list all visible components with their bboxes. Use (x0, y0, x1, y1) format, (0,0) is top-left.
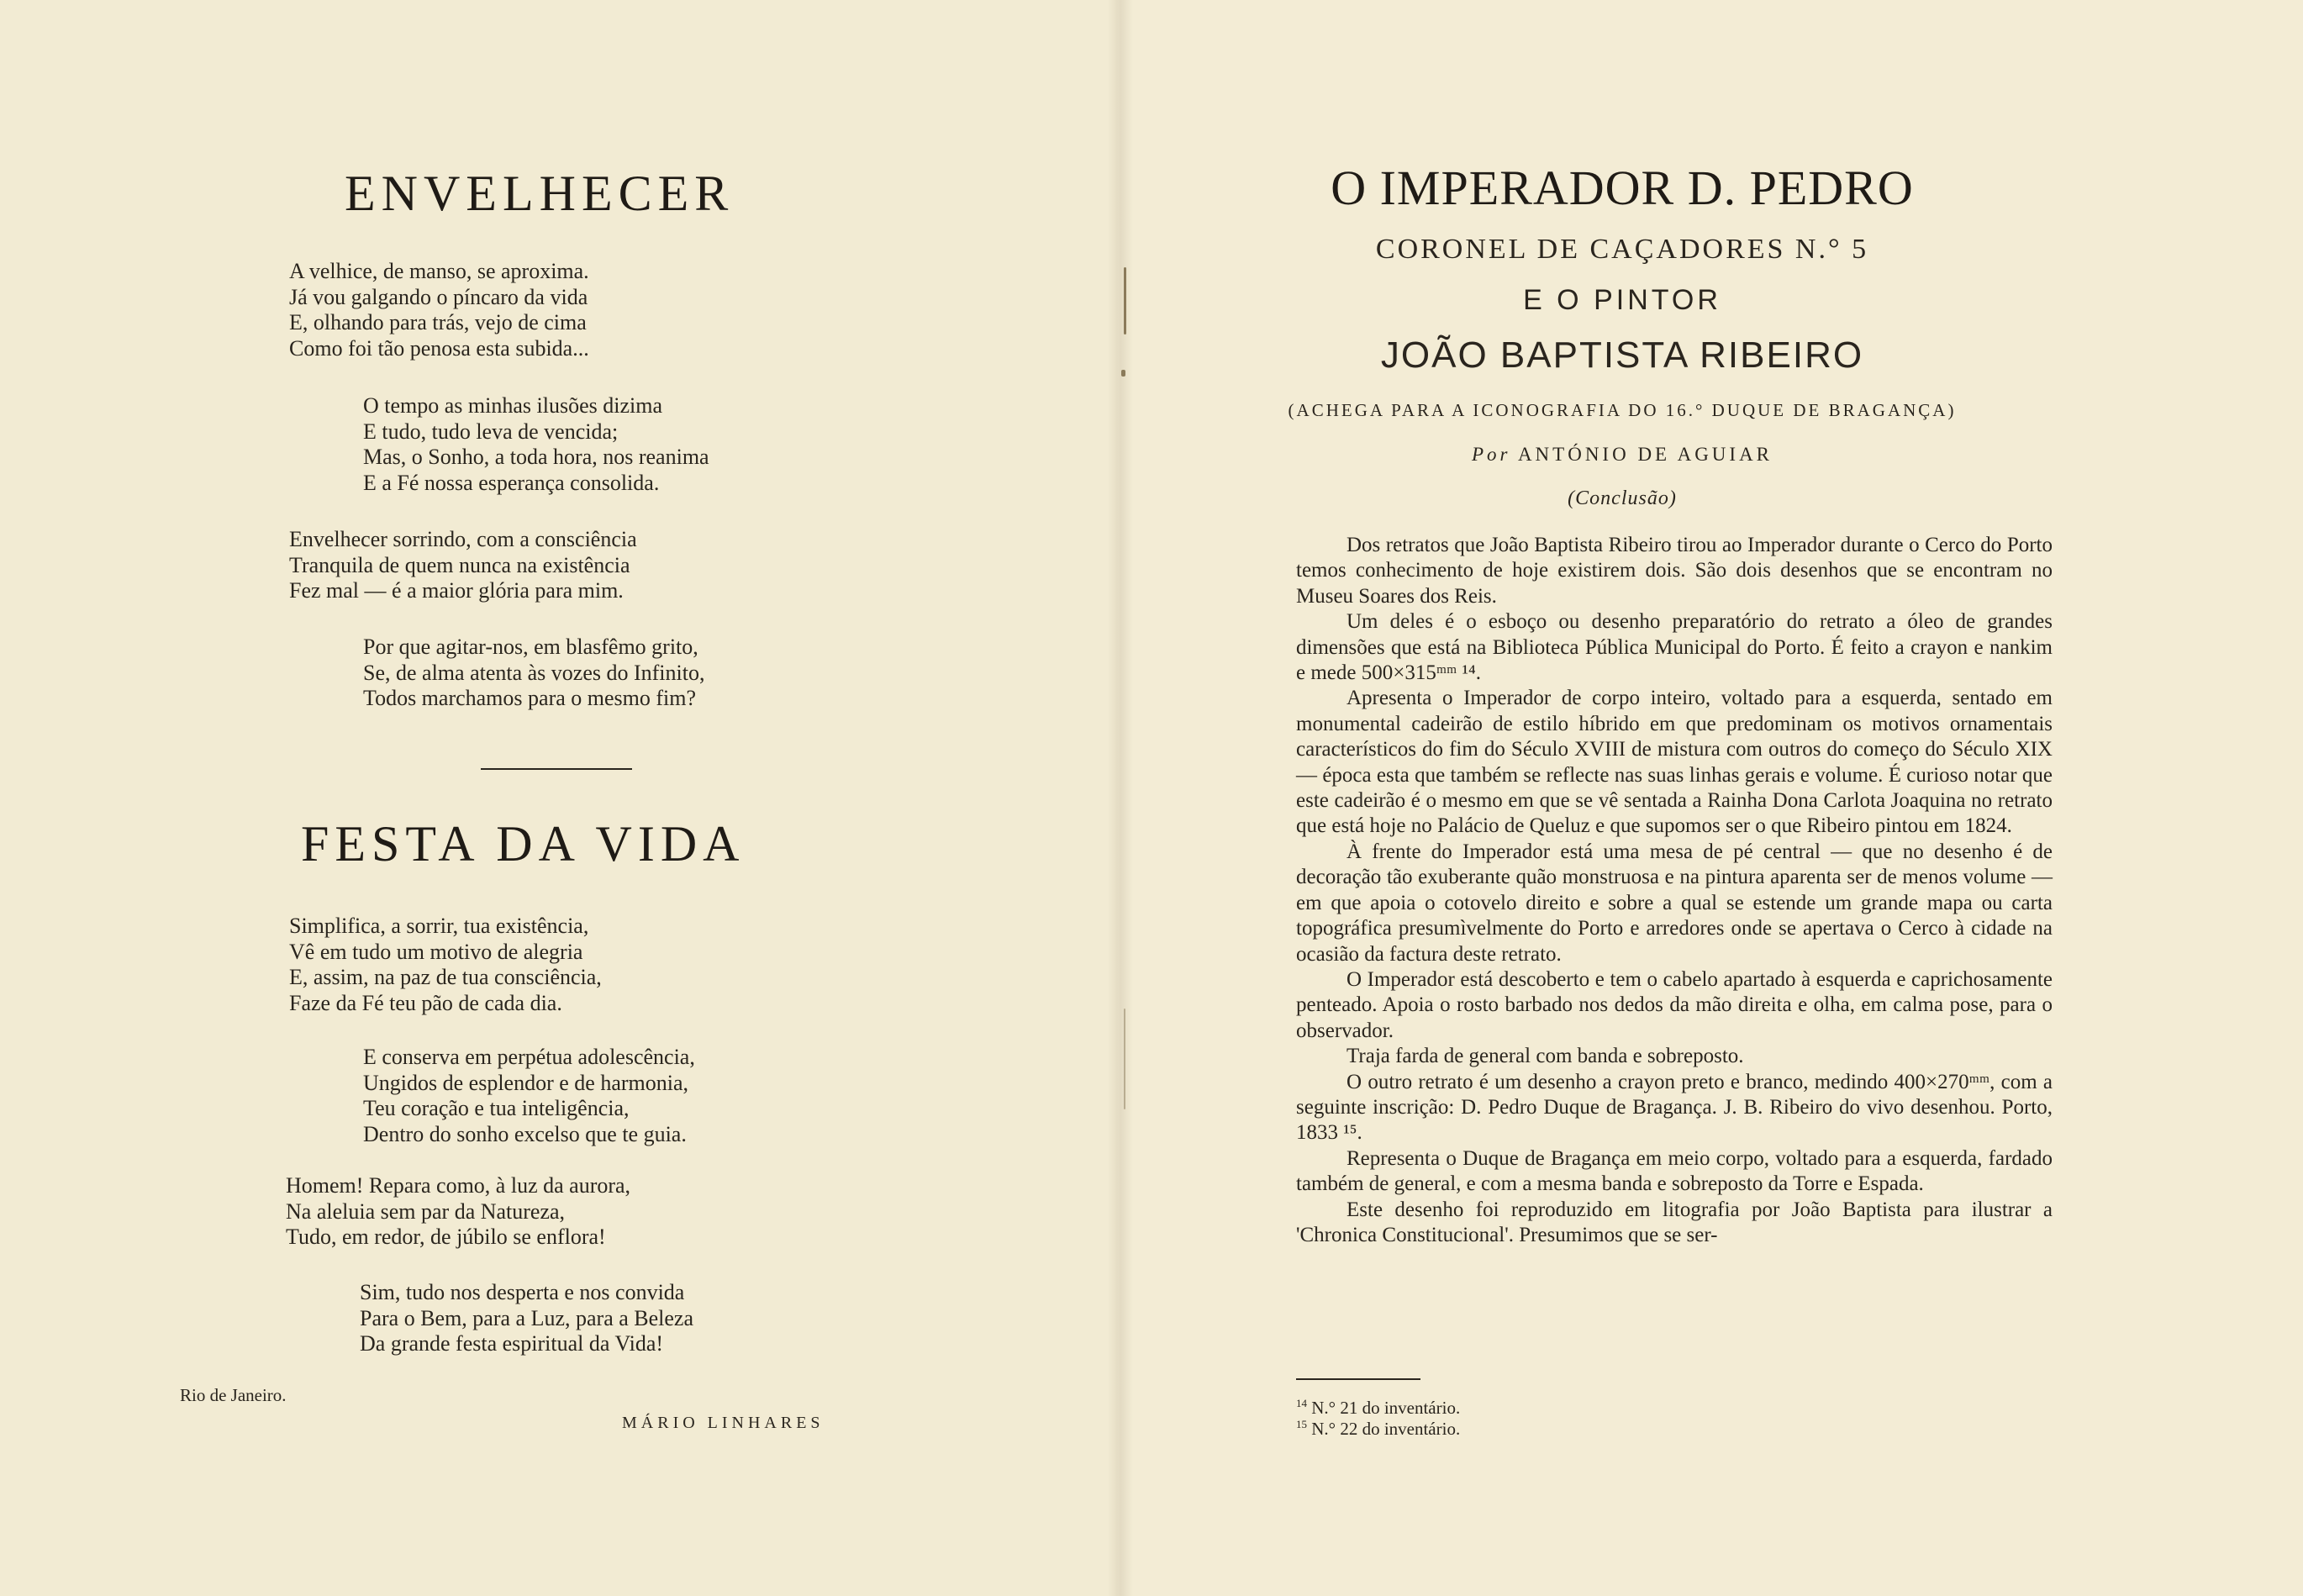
verse-line: Sim, tudo nos desperta e nos convida (360, 1280, 685, 1304)
verse-line: Tranquila de quem nunca na existência (289, 552, 630, 577)
verse-line: Faze da Fé teu pão de cada dia. (289, 990, 562, 1015)
poem1-stanza-4 (363, 635, 704, 712)
poem-title-festa-da-vida: FESTA DA VIDA (301, 816, 746, 872)
article-paragraph: O Imperador está descoberto e tem o cabelo apartado à esquerda e caprichosamente penteado. Apoia o rosto barbado nos dedos da mão direita e olha, em calma pose, para o observador. (1296, 967, 2053, 1042)
verse-line: Todos marchamos para o mesmo fim? (363, 686, 697, 710)
verse-line: Vê em tudo um motivo de alegria (289, 939, 583, 964)
article-byline (1286, 444, 1958, 466)
article-continuation: (Conclusão) (1568, 487, 1677, 509)
place-signature: Rio de Janeiro. (180, 1385, 287, 1405)
verse-line: Da grande festa espiritual da Vida! (360, 1331, 664, 1356)
article-paragraph: Dos retratos que João Baptista Ribeiro tirou ao Imperador durante o Cerco do Porto temos conhecimento de hoje existirem dois. São dois desenhos que se encontram no Museu Soares dos Reis. (1296, 534, 2053, 608)
poem2-stanza-4 (360, 1280, 693, 1357)
verse-line: Homem! Repara como, à luz da aurora, (286, 1173, 631, 1198)
footnote-number: 15 (1296, 1418, 1307, 1430)
poem2-stanza-3 (286, 1173, 630, 1251)
article-paragraph: Apresenta o Imperador de corpo inteiro, voltado para a esquerda, sentado em monumental cadeirão de estilo híbrido em que predominam os motivos ornamentais característicos do fim do Século XVIII de mistura com outros do começo do Século XIX — época esta que também se reflecte nas suas linhas gerais e volume. É curioso notar que este cadeirão é o mesmo em que se vê sentada a Rainha Dona Carlota Joaquina no retrato que está hoje no Palácio de Queluz e que supomos ser o que Ribeiro pintou em 1824. (1296, 687, 2053, 838)
article-subtitle: JOÃO BAPTISTA RIBEIRO (1380, 334, 1864, 376)
section-divider (481, 768, 632, 770)
poem-author: MÁRIO LINHARES (622, 1414, 825, 1432)
poem2-stanza-2 (363, 1045, 695, 1147)
verse-line: E tudo, tudo leva de vencida; (363, 419, 619, 444)
article-subtitle: E O PINTOR (1523, 284, 1721, 316)
byline-prefix: Por (1471, 444, 1511, 465)
verse-line: Se, de alma atenta às vozes do Infinito, (363, 660, 705, 685)
verse-line: E, olhando para trás, vejo de cima (289, 310, 587, 334)
verse-line: Para o Bem, para a Luz, para a Beleza (360, 1305, 694, 1330)
footnote-text: N.° 22 do inventário. (1311, 1419, 1461, 1439)
verse-line: Como foi tão penosa esta subida... (289, 335, 589, 361)
poem2-stanza-1 (289, 914, 602, 1016)
paper-speck (1124, 1009, 1125, 1109)
verse-line: Tudo, em redor, de júbilo se enflora! (286, 1225, 606, 1249)
article-paragraph: O outro retrato é um desenho a crayon preto e branco, medindo 400×270ᵐᵐ, com a seguinte inscrição: D. Pedro Duque de Bragança. J. B. Ribeiro do vivo desenhou. Porto, 1833 ¹⁵. (1296, 1070, 2053, 1145)
verse-line: Fez mal — é a maior glória para mim. (289, 578, 624, 603)
verse-line: Teu coração e tua inteligência, (363, 1096, 630, 1120)
verse-line: E, assim, na paz de tua consciência, (289, 965, 602, 989)
verse-line: Simplifica, a sorrir, tua existência, (289, 914, 589, 938)
footnote-number: 14 (1296, 1397, 1307, 1409)
article-paragraph: Representa o Duque de Bragança em meio corpo, voltado para a esquerda, fardado também de general, e com a mesma banda e sobreposto da Torre e Espada. (1296, 1146, 2053, 1196)
verse-line: Dentro do sonho excelso que te guia. (363, 1121, 687, 1146)
article-body (1296, 533, 2053, 1248)
article-paragraph: Traja farda de general com banda e sobreposto. (1346, 1045, 1744, 1068)
article-paragraph: Este desenho foi reproduzido em litografia por João Baptista para ilustrar a 'Chronica Constitucional'. Presumimos que se ser- (1296, 1198, 2053, 1246)
footnote (1296, 1414, 1460, 1439)
poem-title-envelhecer: ENVELHECER (345, 166, 735, 221)
article-subtitle: (ACHEGA PARA A ICONOGRAFIA DO 16.° DUQUE DE BRAGANÇA) (1288, 400, 1957, 420)
book-gutter (1108, 0, 1133, 1596)
verse-line: O tempo as minhas ilusões dizima (363, 393, 663, 418)
verse-line: Ungidos de esplendor e de harmonia, (363, 1070, 689, 1095)
verse-line: E conserva em perpétua adolescência, (363, 1045, 695, 1069)
poem1-stanza-1 (289, 259, 589, 361)
verse-line: Na aleluia sem par da Natureza, (286, 1198, 566, 1224)
paper-speck (1124, 267, 1126, 334)
article-subtitle: CORONEL DE CAÇADORES N.° 5 (1375, 234, 1869, 265)
poem1-stanza-2 (363, 393, 709, 496)
poem1-stanza-3 (289, 527, 637, 604)
verse-line: Mas, o Sonho, a toda hora, nos reanima (363, 445, 709, 469)
byline-author: ANTÓNIO DE AGUIAR (1517, 444, 1773, 465)
verse-line: A velhice, de manso, se aproxima. (289, 259, 589, 283)
verse-line: E a Fé nossa esperança consolida. (363, 470, 660, 495)
verse-line: Já vou galgando o píncaro da vida (289, 284, 588, 309)
footnote-rule (1296, 1378, 1420, 1380)
paper-speck (1121, 370, 1125, 377)
footnote-text: N.° 21 do inventário. (1311, 1398, 1461, 1418)
article-title: O IMPERADOR D. PEDRO (1331, 161, 1914, 215)
verse-line: Envelhecer sorrindo, com a consciência (289, 527, 637, 551)
article-paragraph: Um deles é o esboço ou desenho preparatório do retrato a óleo de grandes dimensões que está na Biblioteca Pública Municipal do Porto. É feito a crayon e nankim e mede 500×315ᵐᵐ ¹⁴. (1296, 610, 2053, 685)
verse-line: Por que agitar-nos, em blasfêmo grito, (363, 635, 698, 659)
article-paragraph: À frente do Imperador está uma mesa de pé central — que no desenho é de decoração tão exuberante quão monstruosa e na pintura aparenta ser de menos volume — em que apoia o cotovelo direito e sobre a qual se estende um grande mapa ou carta topográfica presumìvelmente do Porto e arredores onde se apertava o Cerco à cidade na ocasião da factura deste retrato. (1296, 840, 2053, 966)
